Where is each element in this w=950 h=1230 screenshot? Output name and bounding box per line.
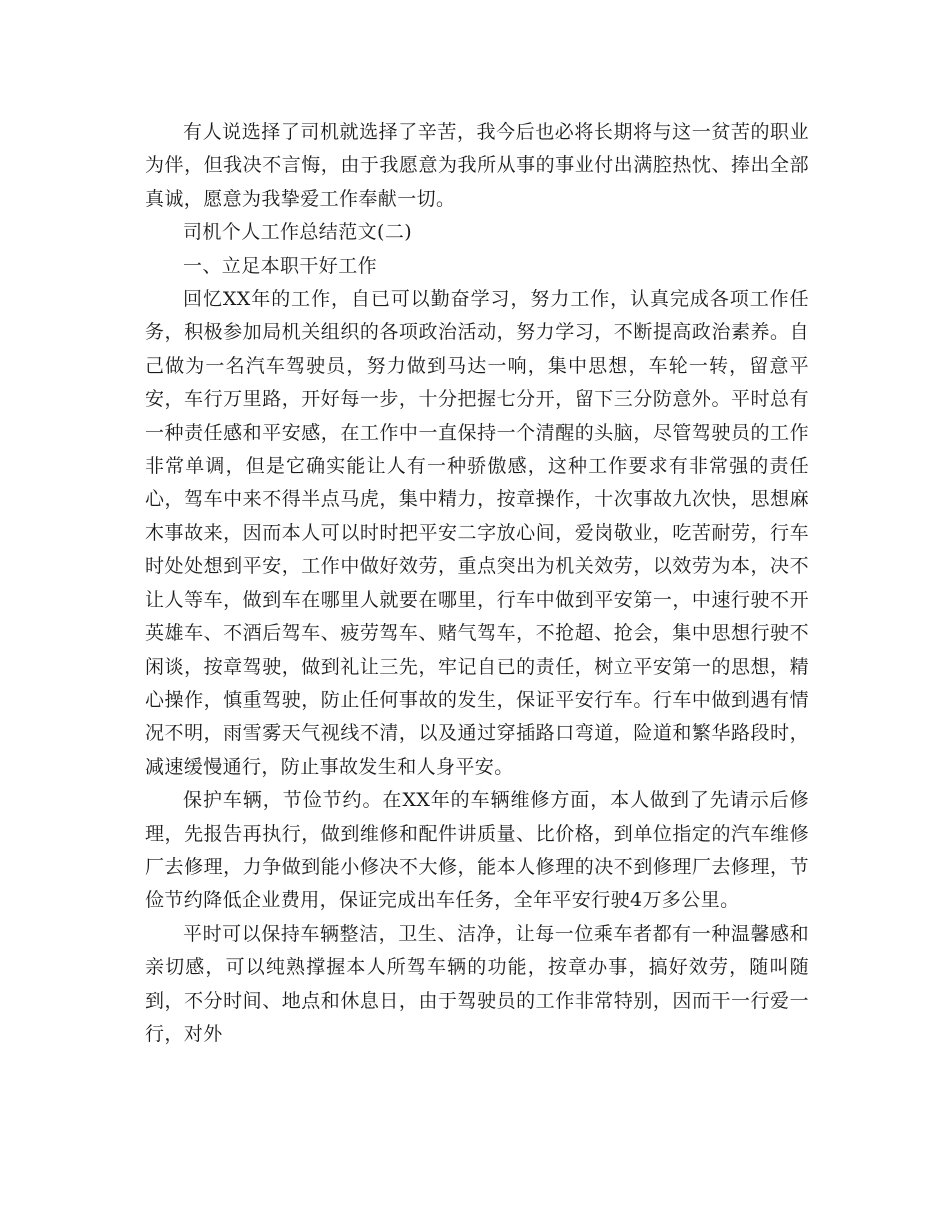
section-title: 司机个人工作总结范文(二)	[183, 221, 413, 244]
paragraph-work-review: 回忆XX年的工作，自已可以勤奋学习，努力工作，认真完成各项工作任务，积极参加局机关组织的各项政治活动，努力学习，不断提高政治素养。自己做为一名汽车驾驶员，努力做到马达一响，集中思想，车轮一转，留意平安，车行万里路，开好每一步，十分把握七分开，留下三分防意外。平时总有一种责任感和平安感，在工作中一直保持一个清醒的头脑，尽管驾驶员的工作非常单调，但是它确实能让人有一种骄傲感，这种工作要求有非常强的责任心，驾车中来不得半点马虎，集中精力，按章操作，十次事故九次快，思想麻木事故来，因而本人可以时时把平安二字放心间，爱岗敬业，吃苦耐劳，行车时处处想到平安，工作中做好效劳，重点突出为机关效劳，以效劳为本，决不让人等车，做到车在哪里人就要在哪里，行车中做到平安第一，中速行驶不开英雄车、不酒后驾车、疲劳驾车、赌气驾车，不抢超、抢会，集中思想行驶不闲谈，按章驾驶，做到礼让三先，牢记自已的责任，树立平安第一的思想，精心操作，慎重驾驶，防止任何事故的发生，保证平安行车。行车中做到遇有情况不明，雨雪雾天气视线不清，以及通过穿插路口弯道，险道和繁华路段时，减速缓慢通行，防止事故发生和人身平安。	[145, 288, 809, 778]
paragraph-vehicle-care: 平时可以保持车辆整洁，卫生、洁净，让每一位乘车者都有一种温馨感和亲切感，可以纯熟撑握本人所驾车辆的功能，按章办事，搞好效劳，随叫随到，不分时间、地点和休息日，由于驾驶员的工作非常特别，因而干一行爱一行，对外	[145, 922, 809, 1045]
section-heading-1: 一、立足本职干好工作	[183, 254, 378, 277]
paragraph-vehicle-maintenance: 保护车辆，节俭节约。在XX年的车辆维修方面，本人做到了先请示后修理，先报告再执行，做到维修和配件讲质量、比价格，到单位指定的汽车维修厂去修理，力争做到能小修决不大修，能本人修理的决不到修理厂去修理，节俭节约降低企业费用，保证完成出车任务，全年平安行驶4万多公里。	[145, 789, 809, 912]
document-page	[145, 116, 809, 1051]
paragraph-intro-closing: 有人说选择了司机就选择了辛苦，我今后也必将长期将与这一贫苦的职业为伴，但我决不言悔，由于我愿意为我所从事的事业付出满腔热忱、捧出全部真诚，愿意为我挚爱工作奉献一切。	[145, 121, 809, 210]
